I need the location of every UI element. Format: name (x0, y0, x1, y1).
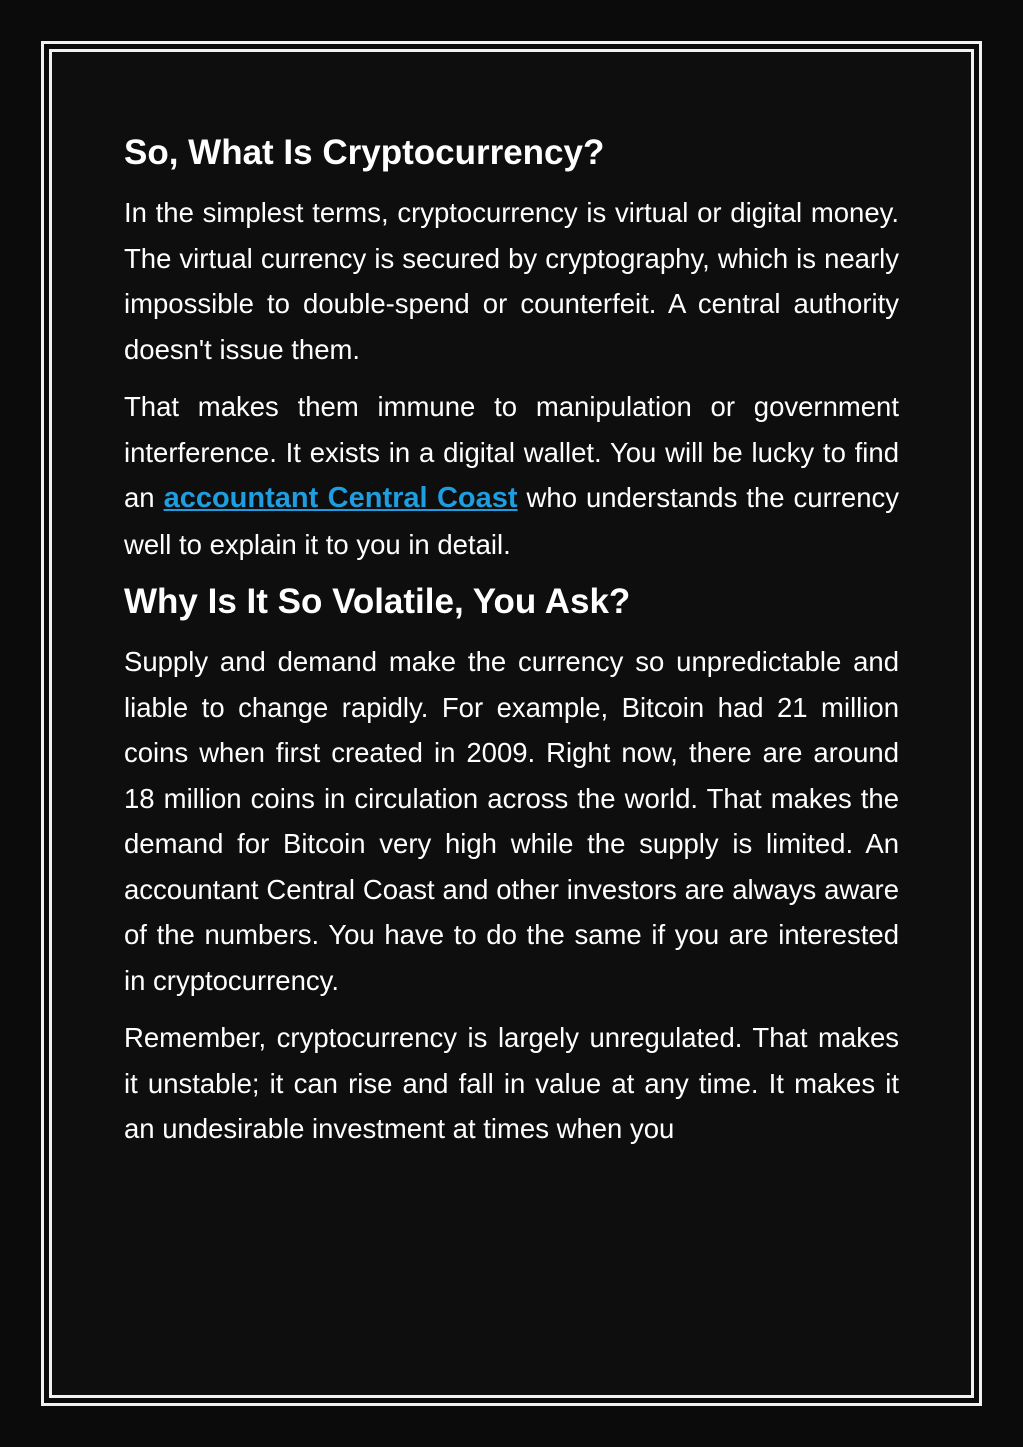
paragraph-definition: In the simplest terms, cryptocurrency is virtual or digital money. The virtual currency is secured by cryptography, which is nearly impossible to double-spend or counterfeit. A central authority doesn't issue them. (124, 197, 899, 365)
paragraph-immune-text-before: That makes them immune to manipulation or government interference. It exists in a digital wallet. You will be lucky to find an (124, 391, 899, 513)
document-content (124, 128, 899, 1152)
accountant-central-coast-link[interactable]: accountant Central Coast (163, 482, 518, 514)
paragraph-immune-text-after: who understands the currency well to explain it to you in detail. (124, 482, 899, 560)
section-heading-volatile: Why Is It So Volatile, You Ask? (124, 582, 631, 621)
paragraph-immune (124, 384, 899, 567)
paragraph-supply-demand: Supply and demand make the currency so unpredictable and liable to change rapidly. For example, Bitcoin had 21 million coins when first created in 2009. Right now, there are around 18 million coins in circulation across the world. That makes the demand for Bitcoin very high while the supply is limited. An accountant Central Coast and other investors are always aware of the numbers. You have to do the same if you are interested in cryptocurrency. (124, 646, 899, 996)
paragraph-unregulated: Remember, cryptocurrency is largely unregulated. That makes it unstable; it can rise and fall in value at any time. It makes it an undesirable investment at times when you (124, 1022, 899, 1144)
section-heading-what-is-crypto: So, What Is Cryptocurrency? (124, 133, 605, 172)
